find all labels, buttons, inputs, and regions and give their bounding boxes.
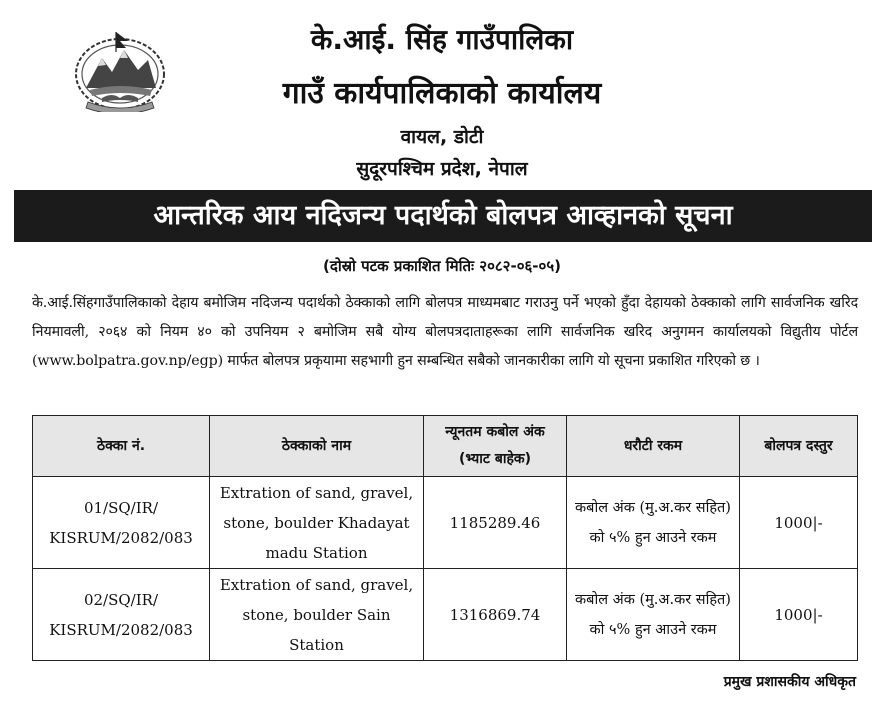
contract-name-cell: Extration of sand, gravel, stone, boulder Khadayat madu Station bbox=[210, 477, 424, 569]
notice-title: आन्तरिक आय नदिजन्य पदार्थको बोलपत्र आव्हानको सूचना bbox=[14, 190, 872, 242]
contract-no-cell: 01/SQ/IR/ KISRUM/2082/083 bbox=[33, 477, 210, 569]
notice-body: के.आई.सिंहगाउँपालिकाको देहाय बमोजिम नदिजन्य पदार्थको ठेक्काको लागि बोलपत्र माध्यमबाट गराउनु पर्ने भएको हुँदा देहायको ठेक्काको लागि सार्वजनिक खरिद नियमावली, २०६४ को नियम ४० को उपनियम २ बमोजिम सबै योग्य बोलपत्रदाताहरूका लागि सार्वजनिक खरिद अनुगमन कार्यालयको विद्युतीय पोर्टल (www.bolpatra.gov.np/egp) मार्फत बोलपत्र प्रकृयामा सहभागी हुन सम्बन्धित सबैको जानकारीका लागि यो सूचना प्रकाशित गरिएको छ । bbox=[32, 295, 858, 369]
publication-date: (दोस्रो पटक प्रकाशित मितिः २०८२-०६-०५) bbox=[323, 257, 561, 275]
contract-name-cell: Extration of sand, gravel, stone, boulder Sain Station bbox=[210, 569, 424, 661]
min-bid-cell: 1185289.46 bbox=[424, 477, 567, 569]
signatory-title: प्रमुख प्रशासकीय अधिकृत bbox=[723, 674, 856, 690]
deposit-cell: कबोल अंक (मु.अ.कर सहित) को ५% हुन आउने रकम bbox=[567, 569, 740, 661]
table-row bbox=[33, 477, 858, 569]
col-deposit: धरौटी रकम bbox=[567, 416, 740, 477]
min-bid-cell: 1316869.74 bbox=[424, 569, 567, 661]
table-header-row bbox=[33, 416, 858, 477]
deposit-cell: कबोल अंक (मु.अ.कर सहित) को ५% हुन आउने रकम bbox=[567, 477, 740, 569]
col-min-bid: न्यूनतम कबोल अंक (भ्याट बाहेक) bbox=[424, 416, 567, 477]
office-location: वायल, डोटी bbox=[400, 126, 484, 148]
municipality-name: के.आई. सिंह गाउँपालिका bbox=[310, 23, 574, 56]
fee-cell: 1000|- bbox=[740, 477, 858, 569]
contracts-table bbox=[32, 415, 858, 661]
office-name: गाउँ कार्यपालिकाको कार्यालय bbox=[282, 76, 602, 111]
table-row bbox=[33, 569, 858, 661]
col-fee: बोलपत्र दस्तुर bbox=[740, 416, 858, 477]
col-contract-name: ठेक्काको नाम bbox=[210, 416, 424, 477]
province-country: सुदूरपश्चिम प्रदेश, नेपाल bbox=[356, 158, 528, 180]
col-contract-no: ठेक्का नं. bbox=[33, 416, 210, 477]
fee-cell: 1000|- bbox=[740, 569, 858, 661]
contract-no-cell: 02/SQ/IR/ KISRUM/2082/083 bbox=[33, 569, 210, 661]
